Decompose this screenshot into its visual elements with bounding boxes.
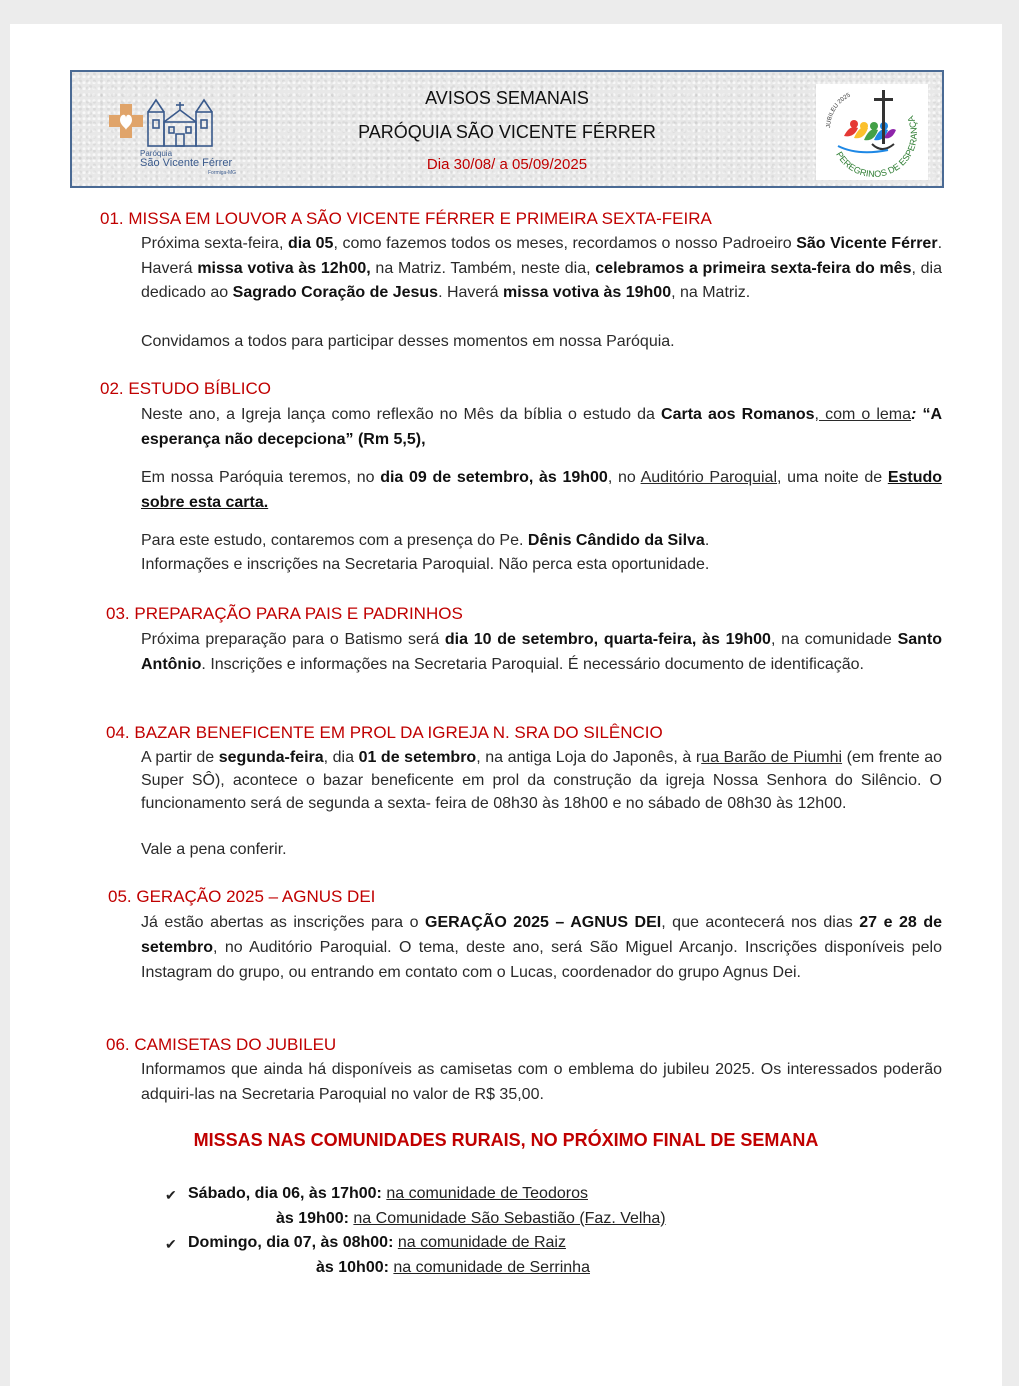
section-3-title: 03. PREPARAÇÃO PARA PAIS E PADRINHOS (106, 604, 463, 623)
logo-left-line3: Formiga-MG (208, 170, 237, 176)
mass-item-1: Sábado, dia 06, às 17h00: na comunidade de Teodoros (188, 1185, 588, 1202)
logo-left-line1: Paróquia (140, 149, 173, 158)
section-2-intro: Neste ano, a Igreja lança como reflexão no Mês da bíblia o estudo da Carta aos Romanos, com o lema: “A esperança não decepciona” (Rm 5,5), (141, 406, 942, 448)
section-3-text: Próxima preparação para o Batismo será dia 10 de setembro, quarta-feira, às 19h00, na comunidade Santo Antônio. Inscrições e informações na Secretaria Paroquial. É necessário documento de identificação. (141, 631, 943, 673)
parish-logo (112, 90, 237, 176)
section-1-text: Próxima sexta-feira, dia 05, como fazemos todos os meses, recordamos o nosso Padroeiro São Vicente Férrer. Haverá missa votiva às 12h00, na Matriz. Também, neste dia, celebramos a primeira sexta-feira do mês, dia dedicado ao Sagrado Coração de Jesus. Haverá missa votiva às 19h00, na Matriz. (141, 235, 943, 301)
logo-left-line2: São Vicente Férrer (140, 157, 233, 169)
jubilee-logo (816, 84, 928, 180)
mass-item-2: às 19h00: na Comunidade São Sebastião (Faz. Velha) (276, 1210, 666, 1227)
section-1-invite: Convidamos a todos para participar desses momentos em nossa Paróquia. (141, 333, 675, 350)
mass-item-4: às 10h00: na comunidade de Serrinha (316, 1259, 590, 1276)
section-2-date: Em nossa Paróquia teremos, no dia 09 de setembro, às 19h00, no Auditório Paroquial, uma noite de Estudo sobre esta carta. (141, 469, 943, 511)
section-4-title: 04. BAZAR BENEFICENTE EM PROL DA IGREJA N. SRA DO SILÊNCIO (106, 723, 663, 742)
section-6-title: 06. CAMISETAS DO JUBILEU (106, 1035, 337, 1054)
mass-item-3: Domingo, dia 07, às 08h00: na comunidade de Raiz (188, 1234, 566, 1251)
logo-right-pilgrims: PEREGRINOS DE ESPERANÇA (834, 114, 920, 180)
masses-title: MISSAS NAS COMUNIDADES RURAIS, NO PRÓXIMO FINAL DE SEMANA (193, 1130, 819, 1150)
section-5-title: 05. GERAÇÃO 2025 – AGNUS DEI (108, 887, 376, 906)
section-1-title: 01. MISSA EM LOUVOR A SÃO VICENTE FÉRRER E PRIMEIRA SEXTA-FEIRA (100, 209, 712, 228)
section-2-guest: Para este estudo, contaremos com a presença do Pe. Dênis Cândido da Silva. (141, 532, 710, 549)
date-range: Dia 30/08/ a 05/09/2025 (426, 156, 588, 173)
page-title: AVISOS SEMANAIS (425, 88, 589, 108)
check-icon: ✔ (165, 1187, 177, 1203)
section-4-text: A partir de segunda-feira, dia 01 de setembro, na antiga Loja do Japonês, à rua Barão de Piumhi (em frente ao Super SÔ), acontece o bazar beneficente em prol da construção da igreja Nossa Senhora do Silêncio. O funcionamento será de segunda a sexta- feira de 08h30 às 18h00 e no sábado de 08h30 às 12h00. (141, 749, 943, 812)
logo-right-jubilee: JUBILEU 2025 (825, 92, 852, 129)
page (10, 24, 1002, 1386)
check-icon: ✔ (165, 1236, 177, 1252)
section-5-text: Já estão abertas as inscrições para o GERAÇÃO 2025 – AGNUS DEI, que acontecerá nos dias 27 e 28 de setembro, no Auditório Paroquial. O tema, deste ano, será São Miguel Arcanjo. Inscrições disponíveis pelo Instagram do grupo, ou entrando em contato com o Lucas, coordenador do grupo Agnus Dei. (141, 914, 943, 981)
section-4-note: Vale a pena conferir. (141, 841, 287, 858)
section-2-title: 02. ESTUDO BÍBLICO (100, 379, 271, 398)
header-box (70, 70, 944, 188)
section-2-info: Informações e inscrições na Secretaria Paroquial. Não perca esta oportunidade. (141, 556, 710, 573)
parish-name: PARÓQUIA SÃO VICENTE FÉRRER (358, 122, 656, 142)
section-6-text: Informamos que ainda há disponíveis as camisetas com o emblema do jubileu 2025. Os interessados poderão adquiri-las na Secretaria Paroquial no valor de R$ 35,00. (141, 1061, 942, 1103)
